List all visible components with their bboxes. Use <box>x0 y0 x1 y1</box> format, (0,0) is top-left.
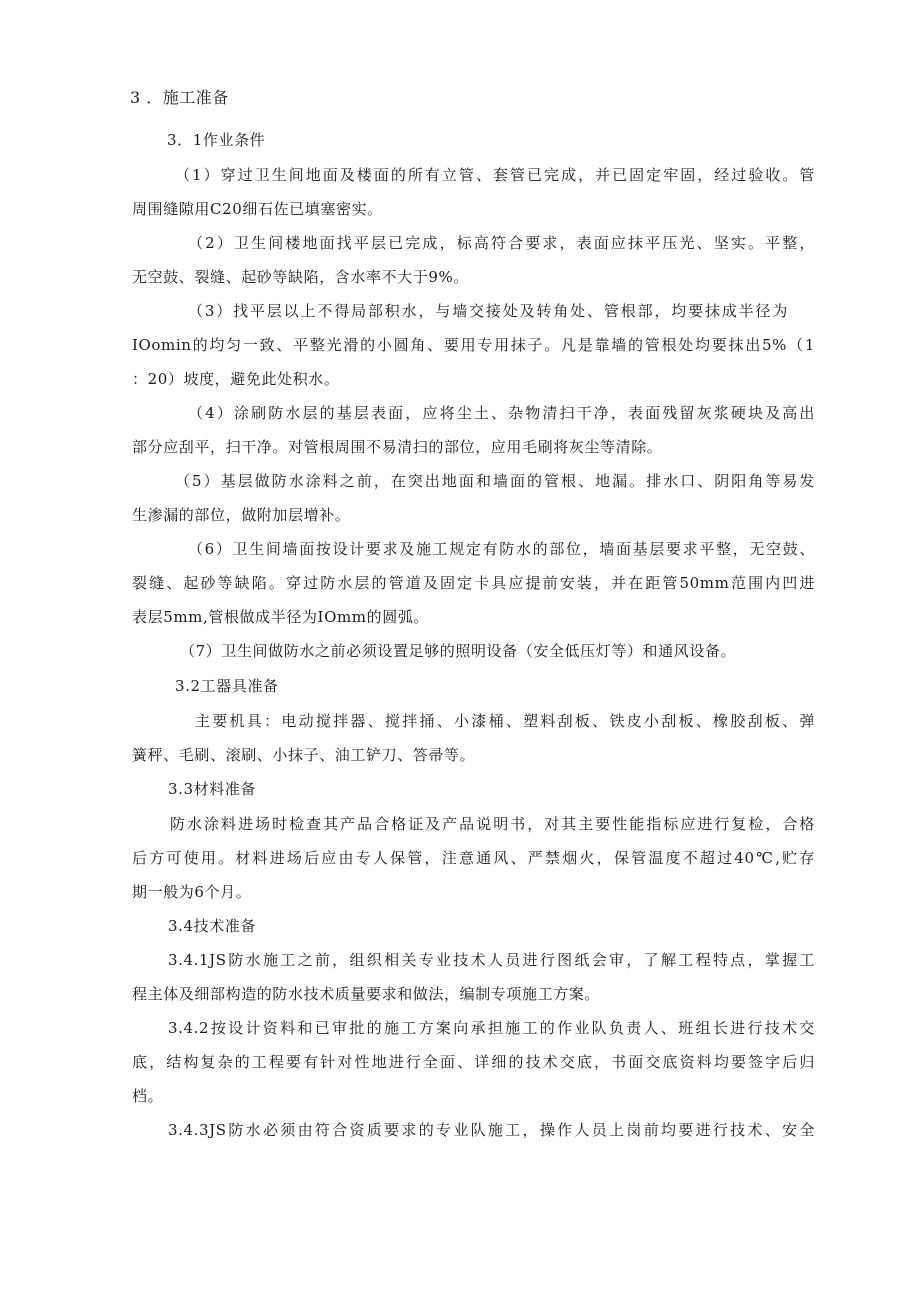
paragraph-line: 后方可使用。材料进场后应由专人保管，注意通风、严禁烟火，保管温度不超过40℃,贮存 <box>132 849 815 867</box>
paragraph-line: （3）找平层以上不得局部积水，与墙交接处及转角处、管根部，均要抹成半径为 <box>188 302 788 320</box>
paragraph-line: 防水涂料进场时检查其产品合格证及产品说明书，对其主要性能指标应进行复检，合格 <box>170 815 815 833</box>
paragraph-line: 期一般为6个月。 <box>132 883 252 901</box>
paragraph-line: 生渗漏的部位，做附加层增补。 <box>132 506 351 524</box>
subsection-title-3-2: 3.2工器具准备 <box>175 677 279 695</box>
subsection-title-3-1: 3．1作业条件 <box>167 131 266 149</box>
paragraph-line: 无空鼓、裂缝、起砂等缺陷，含水率不大于9%。 <box>132 268 469 286</box>
paragraph-line: 主要机具：电动搅拌器、搅拌捅、小漆桶、塑料刮板、铁皮小刮板、橡胶刮板、弹 <box>195 712 815 730</box>
paragraph-line: （1）穿过卫生间地面及楼面的所有立管、套管已完成，并已固定牢固，经过验收。管 <box>175 166 815 184</box>
paragraph-line: （7）卫生间做防水之前必须设置足够的照明设备（安全低压灯等）和通风设备。 <box>180 642 737 660</box>
paragraph-line: 档。 <box>132 1087 164 1105</box>
paragraph-line: 3.4.3JS防水必须由符合资质要求的专业队施工，操作人员上岗前均要进行技术、安全 <box>168 1121 815 1139</box>
subsection-title-3-3: 3.3材料准备 <box>168 780 257 798</box>
paragraph-line: （2）卫生间楼地面找平层已完成，标高符合要求，表面应抹平压光、坚实。平整， <box>188 234 815 252</box>
paragraph-line: 3.4.2按设计资料和已审批的施工方案向承担施工的作业队负责人、班组长进行技术交 <box>168 1019 815 1037</box>
paragraph-line: 簧秤、毛刷、滚刷、小抹子、油工铲刀、答帚等。 <box>132 746 476 764</box>
paragraph-line: 部分应刮平，扫干净。对管根周围不易清扫的部位，应用毛刷将灰尘等清除。 <box>132 438 663 456</box>
subsection-title-3-4: 3.4技术准备 <box>168 917 257 935</box>
paragraph-line: ：20）坡度，避免此处积水。 <box>132 370 340 388</box>
paragraph-line: 周围缝隙用C20细石佐已填塞密实。 <box>132 200 383 218</box>
paragraph-line: 底，结构复杂的工程要有针对性地进行全面、详细的技术交底，书面交底资料均要签字后归 <box>132 1053 815 1071</box>
paragraph-line: 表层5mm,管根做成半径为IOmm的圆弧。 <box>132 608 430 626</box>
paragraph-line: （5）基层做防水涂料之前，在突出地面和墙面的管根、地漏。排水口、阴阳角等易发 <box>175 472 815 490</box>
paragraph-line: （6）卫生间墙面按设计要求及施工规定有防水的部位，墙面基层要求平整，无空鼓、 <box>188 540 815 558</box>
paragraph-line: 3.4.1JS防水施工之前，组织相关专业技术人员进行图纸会审，了解工程特点，掌握工 <box>168 951 815 969</box>
paragraph-line: 裂缝、起砂等缺陷。穿过防水层的管道及固定卡具应提前安装，并在距管50mm范围内凹进 <box>132 574 815 592</box>
paragraph-line: 程主体及细部构造的防水技术质量要求和做法，编制专项施工方案。 <box>132 985 601 1003</box>
section-title: 3 ．施工准备 <box>130 88 229 107</box>
paragraph-line: （4）涂刷防水层的基层表面，应将尘土、杂物清扫干净，表面残留灰浆硬块及高出 <box>188 404 815 422</box>
paragraph-line: IOomin的均匀一致、平整光滑的小圆角、要用专用抹子。凡是靠墙的管根处均要抹出5%（1 <box>132 336 815 354</box>
